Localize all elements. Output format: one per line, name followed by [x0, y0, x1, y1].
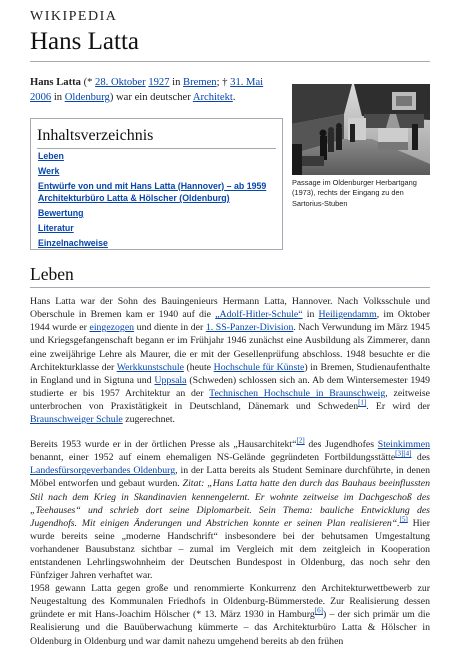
body-text: des — [411, 452, 430, 464]
body-text: Bereits 1953 wurde er in der örtlichen Presse als „Hausarchitekt“ — [30, 439, 297, 450]
reference-link[interactable]: [4] — [403, 449, 412, 458]
reference-link[interactable]: [3] — [395, 449, 404, 458]
intro-text: in — [169, 77, 184, 88]
intro-name: Hans Latta — [30, 77, 81, 88]
toc-item — [38, 165, 266, 178]
link-th-braunschweig[interactable]: Technischen Hochschule in Braunschweig — [209, 387, 386, 399]
link-heiligendamm[interactable]: Heiligendamm — [318, 309, 377, 321]
leben-paragraph-1 — [30, 295, 430, 426]
link-steinkimmen[interactable]: Steinkimmen — [377, 439, 430, 450]
body-text: , zeitweise unterbrochen von Praxistätigkeit in Deutschland, Dänemark und Schweden — [30, 387, 430, 412]
link-werkkunstschule[interactable]: Werkkunstschule — [116, 361, 184, 373]
body-text: , im Oktober 1944 wurde er — [30, 309, 430, 334]
toc-divider — [37, 148, 276, 149]
intro-text: (* — [80, 77, 96, 88]
intro-text: ) war ein deutscher — [109, 92, 193, 104]
body-text: benannt, einer 1952 auf einem ehemaligen NS-Gelände gegründeten Fortbildungsstätte — [30, 452, 396, 464]
link-uppsala[interactable]: Uppsala — [154, 374, 187, 386]
link-death-date[interactable]: 31. Mai 2006 — [30, 77, 264, 104]
body-text: . Er wird der — [366, 401, 430, 412]
toc-item — [38, 222, 266, 235]
body-text: Hans Latta war der Sohn des Bauingenieurs Hermann Latta, Hannover. Nach Volksschule und Oberschule in Bremen kam er 1940 auf die — [30, 296, 430, 321]
link-profession[interactable]: Architekt — [192, 92, 233, 104]
link-birth-year[interactable]: 1927 — [148, 77, 170, 88]
wikipedia-wordmark: WIKIPEDIA — [30, 9, 118, 24]
intro-text: ; † — [216, 77, 231, 88]
body-text: in — [302, 309, 319, 321]
body-text: 1958 gewann Latta gegen große und renommierte Konkurrenz den Architekturwettbewerb zur Neugestaltung des Kommunalen Friedhofs in Oldenburg-Bümmerstede. Zur Realisierung dessen gründete er mit Hans-Joachim Hölscher (* 13. März 1930 in Hamburg — [30, 583, 430, 621]
body-text: Hier wurde bereits seine „moderne Handschrift“ insbesondere bei der behutsamen Umgestaltung vorhandener Bausubstanz sichtbar – zumal im Vergleich mit dem zeitgleich in Kooperation entstandenen Lehrlingswohnheim der Deutschen Bundespost in Oldenburg, das noch sehr den Fünfziger Jahren verhaftet war. — [30, 517, 430, 582]
body-text: des Jugendhofes — [304, 439, 378, 450]
body-text: ) – der sich primär um die Realisierung und die Bauüberwachung kümmerte – das Architekturbüro Latta & Hölscher in Oldenburg in Oldenburg und war damit nahezu umgehend bereits ab den frühen — [30, 609, 431, 647]
toc-link-entwuerfe[interactable]: Entwürfe von und mit Hans Latta (Hannover) – ab 1959 — [38, 180, 267, 191]
link-landesfuersorgeverband[interactable]: Landesfürsorgeverbandes Oldenburg — [30, 465, 176, 477]
reference-link[interactable]: [1] — [358, 398, 367, 407]
intro-paragraph — [30, 75, 275, 105]
body-text: , in der Latta bereits als Student Seminare durchführte, in denen Möbel entworfen und gebaut wurden. — [30, 465, 430, 490]
section-divider — [30, 287, 430, 288]
toc-link-leben[interactable]: Leben — [38, 151, 64, 161]
link-braunschweiger-schule[interactable]: Braunschweiger Schule — [30, 414, 123, 426]
body-text: . Nach Verwundung im März 1945 und Kriegsgefangenschaft begann er im Frühjahr 1946 zunächst eine Ausbildung als Zimmerer, dann eine zweijährige Lehre als Maurer, die er mit der Gesellenprüfung abschloss. 1948 besuchte er die Architekturklasse der — [30, 322, 430, 373]
toc-link-werk[interactable]: Werk — [38, 165, 60, 176]
section-heading-leben: Leben — [30, 264, 74, 284]
link-adolf-hitler-schule[interactable]: „Adolf-Hitler-Schule“ — [215, 309, 303, 321]
body-text: zugerechnet. — [122, 414, 175, 426]
link-eingezogen[interactable]: eingezogen — [89, 322, 135, 334]
link-hochschule-fuer-kuenste[interactable]: Hochschule für Künste — [213, 361, 305, 373]
link-ss-panzer-division[interactable]: 1. SS-Panzer-Division — [205, 322, 294, 334]
body-text: ) in Bremen, Studienaufenthalte in England und in Sigtuna und — [30, 361, 430, 386]
body-text: und diente in der — [134, 322, 206, 334]
passage-photo[interactable] — [292, 84, 430, 175]
passage-photo-image — [292, 84, 430, 175]
quote-text: Zitat: „Hans Latta hatte den durch das Bauhaus beeinflussten Stil nach dem Krieg in Skandinavien kennengelernt. Er wohnte zeitweise im Dachgeschoß des „Teehauses“ und schrieb dort seine Diplomarbeit. Sein Thema: bauliche Entwicklung des Jugendhofs. Mit einigen Änderungen und Abstrichen konnte er seinen Plan realisieren“. — [30, 478, 430, 529]
toc-list — [38, 150, 266, 251]
title-divider — [30, 61, 430, 62]
reference-link[interactable]: [6] — [314, 606, 323, 615]
intro-text: . — [232, 92, 236, 104]
toc-item — [38, 180, 266, 206]
page-title: Hans Latta — [30, 28, 139, 55]
photo-caption: Passage im Oldenburger Herbartgang (1973), rechts der Eingang zu den Sartorius-Stuben — [292, 178, 417, 208]
intro-text: in — [51, 92, 65, 104]
link-birth-date[interactable]: 28. Oktober — [95, 77, 146, 88]
leben-paragraph-2 — [30, 438, 430, 582]
toc-item — [38, 207, 266, 220]
table-of-contents — [30, 118, 283, 250]
body-text: (Schweden) schlossen sich an. Ab dem Wintersemester 1949 studierte er bis 1957 Architektur an der — [30, 374, 430, 399]
link-birth-place[interactable]: Bremen — [183, 77, 217, 88]
toc-link-einzelnachweise[interactable]: Einzelnachweise — [38, 237, 108, 248]
link-death-place[interactable]: Oldenburg — [64, 92, 110, 104]
toc-link-architekturbuero[interactable]: Architekturbüro Latta & Hölscher (Oldenburg) — [38, 193, 230, 204]
leben-paragraph-3 — [30, 582, 430, 648]
toc-item — [38, 150, 266, 163]
toc-link-literatur[interactable]: Literatur — [38, 222, 74, 233]
toc-title: Inhaltsverzeichnis — [37, 127, 154, 144]
toc-item — [38, 237, 266, 250]
body-text: (heute — [183, 361, 214, 373]
reference-link[interactable]: [5] — [399, 515, 408, 524]
reference-link[interactable]: [2] — [296, 436, 305, 445]
toc-link-bewertung[interactable]: Bewertung — [38, 208, 84, 218]
